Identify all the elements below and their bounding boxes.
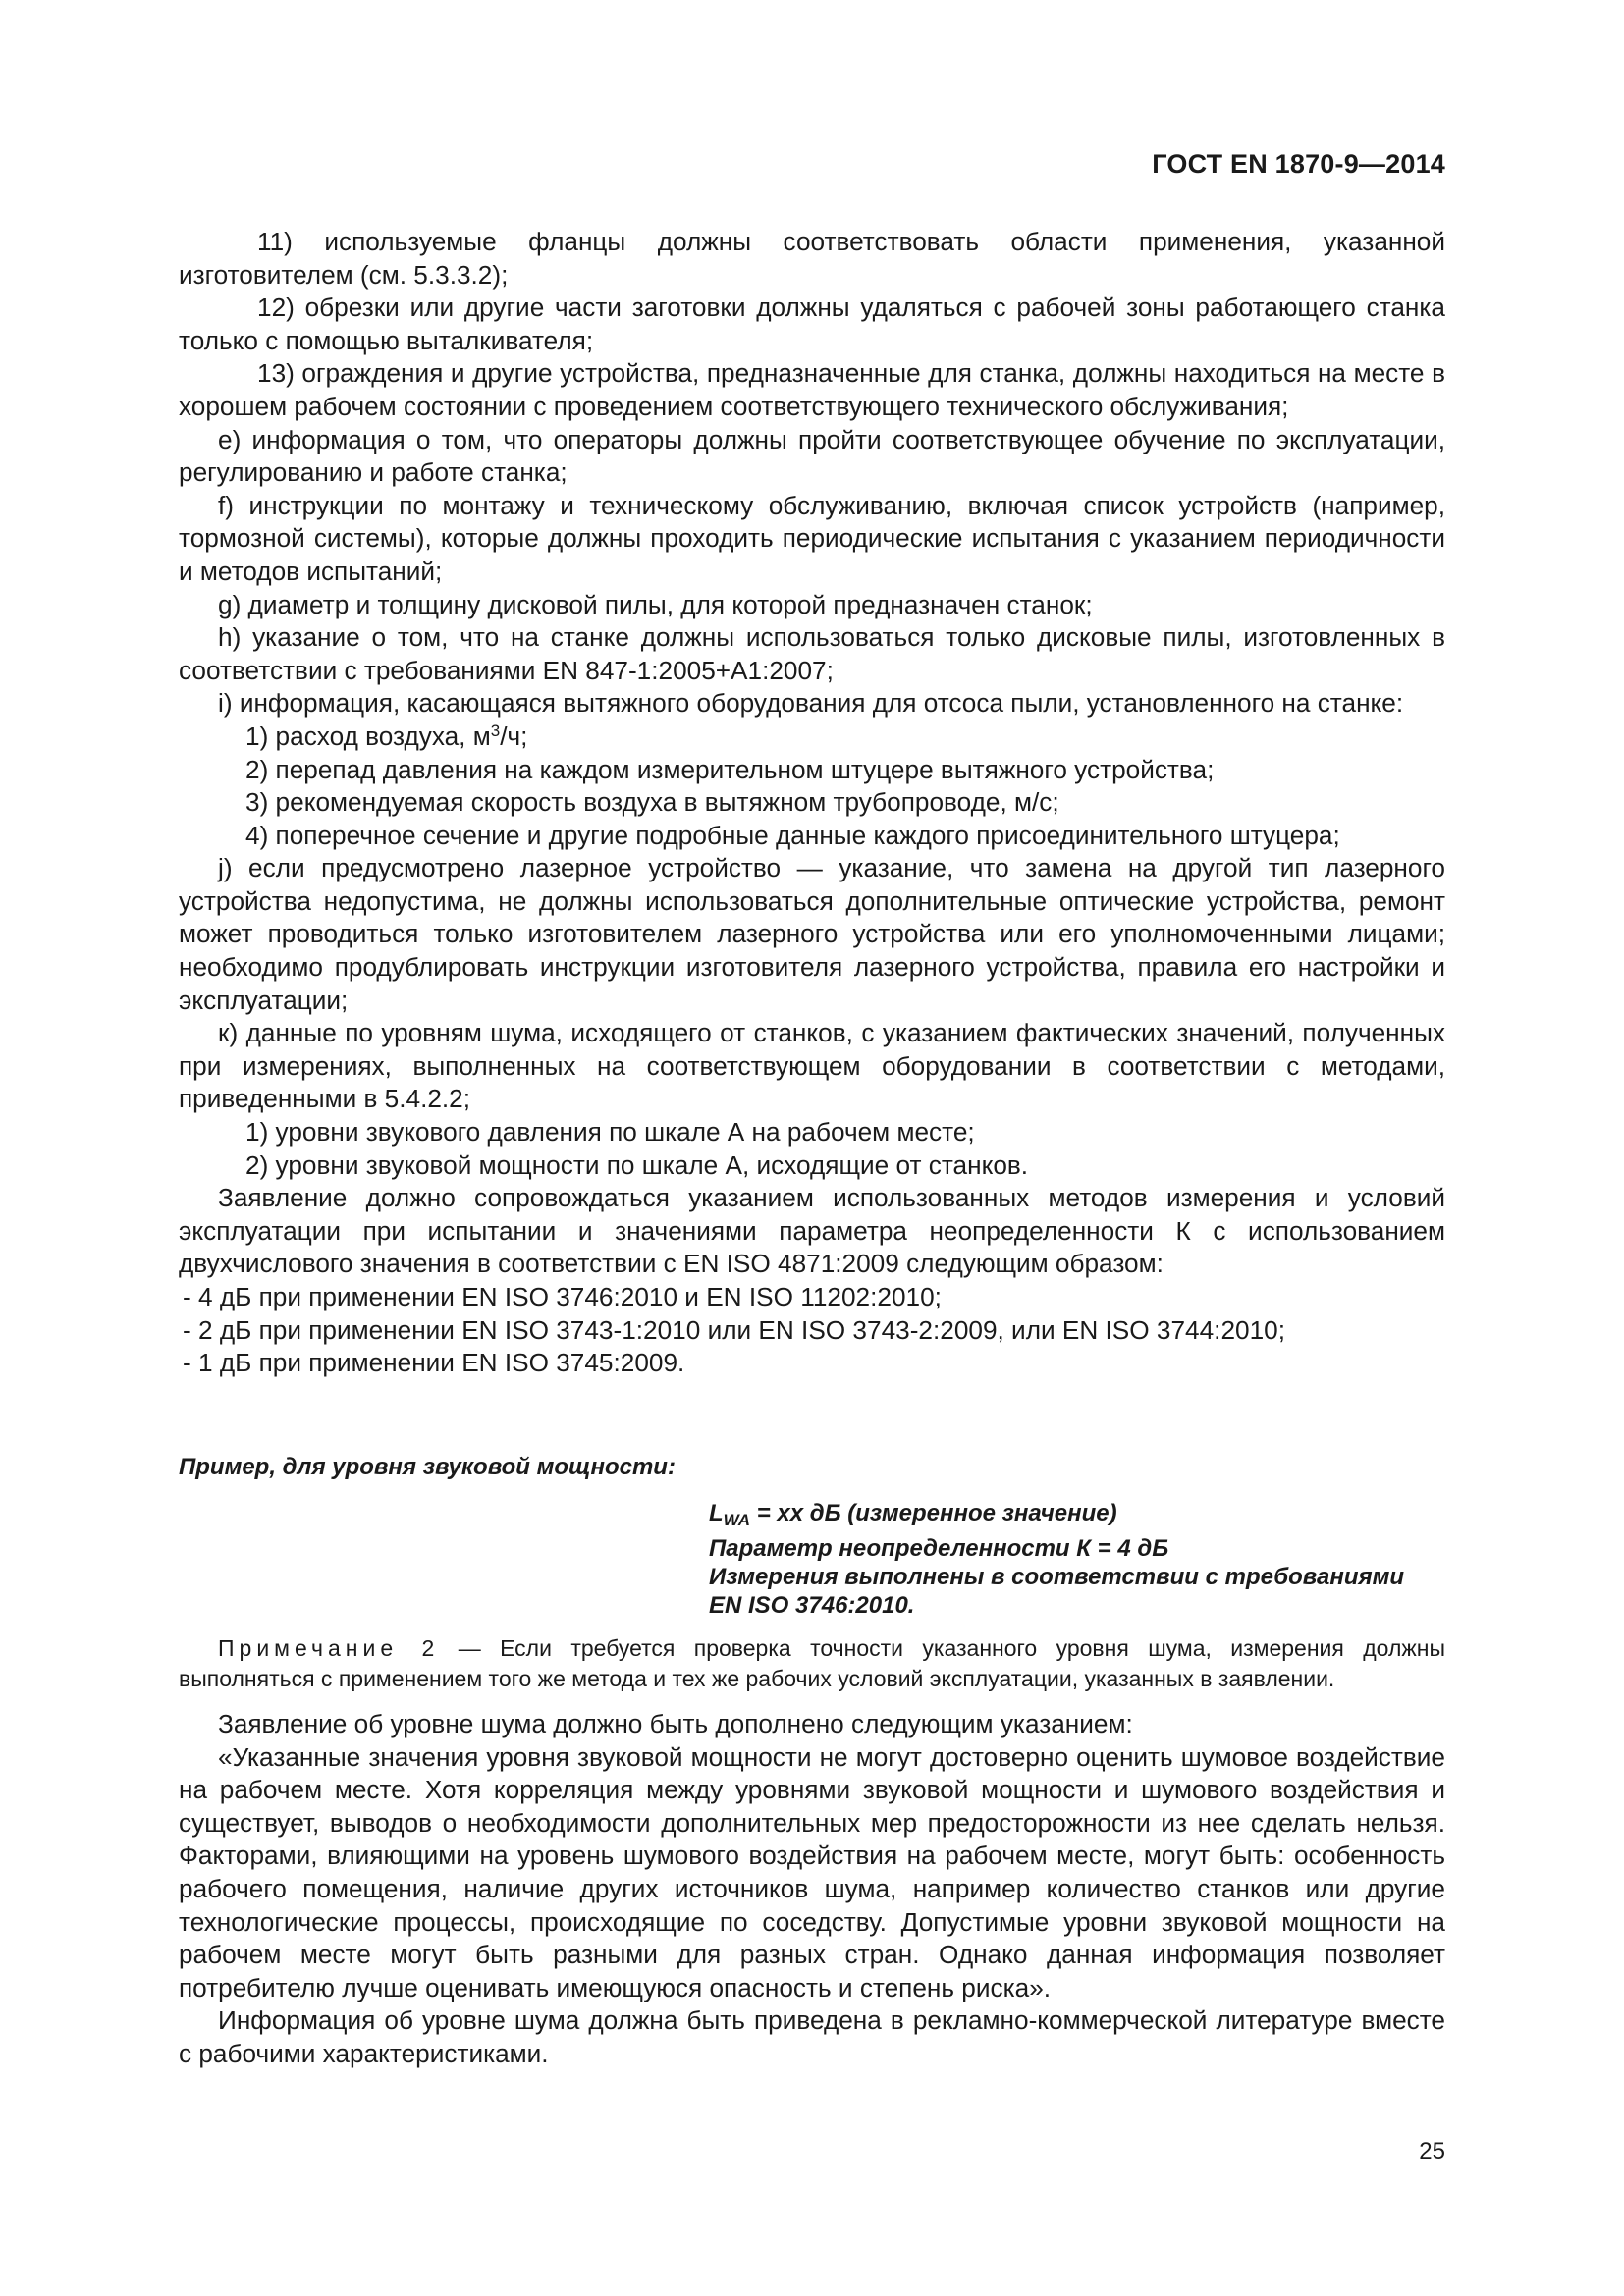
item-k: к) данные по уровням шума, исходящего от станков, с указанием фактических значений, полученных при измерениях, выполненных на соответствующем оборудовании в соответствии с методами, приведенными в 5.4.2.2; [179,1018,1445,1114]
noise-info-paragraph: Информация об уровне шума должна быть приведена в рекламно-коммерческой литературе вместе с рабочими характеристиками. [179,2005,1445,2068]
lwa-symbol: L [709,1500,724,1526]
item-e: e) информация о том, что операторы должны пройти соответствующее обучение по эксплуатации, регулированию и работе станка; [179,424,1445,488]
example-values [709,1499,1445,1620]
dash-item-1: - 4 дБ при применении EN ISO 3746:2010 и EN ISO 11202:2010; [183,1282,942,1311]
noise-statement-intro: Заявление об уровне шума должно быть дополнено следующим указанием: [218,1709,1133,1738]
item-h: h) указание о том, что на станке должны использоваться только дисковые пилы, изготовленных в соответствии с требованиями EN 847-1:2005+A1:2007; [179,622,1445,685]
note-label: Примечание 2 [218,1635,440,1661]
item-i-3: 3) рекомендуемая скорость воздуха в вытяжном трубопроводе, м/с; [245,787,1059,818]
superscript-3: 3 [490,721,501,740]
item-12: 12) обрезки или другие части заготовки должны удаляться с рабочей зоны работающего станка только с помощью выталкивателя; [179,293,1445,355]
document-code-header: ГОСТ EN 1870-9—2014 [1152,149,1445,179]
item-g: g) диаметр и толщину дисковой пилы, для которой предназначен станок; [218,589,1093,619]
item-11: 11) используемые фланцы должны соответствовать области применения, указанной изготовителем (см. 5.3.3.2); [179,227,1445,290]
item-k-2: 2) уровни звуковой мощности по шкале А, исходящие от станков. [245,1149,1029,1180]
example-method-line: Измерения выполнены в соответствии с требованиями [709,1564,1405,1590]
main-text [179,226,1445,1380]
item-i-2: 2) перепад давления на каждом измерительном штуцере вытяжного устройства; [245,754,1215,784]
item-k-1: 1) уровни звукового давления по шкале А на рабочем месте; [245,1117,975,1148]
example-block [179,1453,1445,1620]
lwa-subscript: WA [723,1511,751,1529]
item-j: j) если предусмотрено лазерное устройство — указание, что замена на другой тип лазерного устройства недопустима, не должны использоваться дополнительные оптические устройства, ремонт может проводиться только изготовителем лазерного устройства или его уполномоченными лицами; необходимо продублировать инструкции изготовителя лазерного устройства, правила его настройки и эксплуатации; [179,853,1445,1015]
note-2 [179,1633,1445,1694]
example-heading: Пример, для уровня звуковой мощности: [179,1454,676,1480]
item-i-1-unit: /ч; [500,721,528,751]
example-standard-line: EN ISO 3746:2010. [709,1592,915,1619]
item-i-1 [179,721,1445,754]
statement-paragraph: Заявление должно сопровождаться указанием использованных методов измерения и условий эксплуатации при испытании и значениями параметра неопределенности К с использованием двухчислового значения в соответствии с EN ISO 4871:2009 следующим образом: [179,1183,1445,1279]
item-i-1-text: 1) расход воздуха, м [245,721,491,751]
example-lwa-line [709,1499,1445,1534]
closing-text [179,1708,1445,2071]
dash-item-3: - 1 дБ при применении EN ISO 3745:2009. [183,1348,685,1378]
item-13: 13) ограждения и другие устройства, предназначенные для станка, должны находиться на месте в хорошем рабочем состоянии с проведением соответствующего технического обслуживания; [179,358,1445,421]
noise-statement-quote: «Указанные значения уровня звуковой мощности не могут достоверно оценить шумовое воздействие на рабочем месте. Хотя корреляция между уровнями звуковой мощности и шумового воздействия и существует, выводов о необходимости дополнительных мер предосторожности из нее сделать нельзя. Факторами, влияющими на уровень шумового воздействия на рабочем месте, могут быть: особенность рабочего помещения, наличие других источников шума, например количество станков или другие технологические процессы, происходящие по соседству. Допустимые уровни звуковой мощности на рабочем месте могут быть разными для разных стран. Однако данная информация позволяет потребителю лучше оценивать имеющуюся опасность и степень риска». [179,1741,1445,2002]
note-text: — Если требуется проверка точности указанного уровня шума, измерения должны выполняться с применением того же метода и тех же рабочих условий эксплуатации, указанных в заявлении. [179,1635,1445,1691]
item-i-4: 4) поперечное сечение и другие подробные данные каждого присоединительного штуцера; [245,820,1340,850]
page-number: 25 [1419,2138,1445,2164]
item-i: i) информация, касающаяся вытяжного оборудования для отсоса пыли, установленного на станке: [218,688,1404,719]
dash-item-2: - 2 дБ при применении EN ISO 3743-1:2010 или EN ISO 3743-2:2009, или EN ISO 3744:2010; [183,1314,1285,1345]
example-uncertainty-line: Параметр неопределенности К = 4 дБ [709,1535,1169,1562]
lwa-value: = xx дБ (измеренное значение) [750,1500,1117,1526]
item-f: f) инструкции по монтажу и техническому обслуживанию, включая список устройств (например, тормозной системы), которые должны проходить периодические испытания с указанием периодичности и методов испытаний; [179,490,1445,586]
